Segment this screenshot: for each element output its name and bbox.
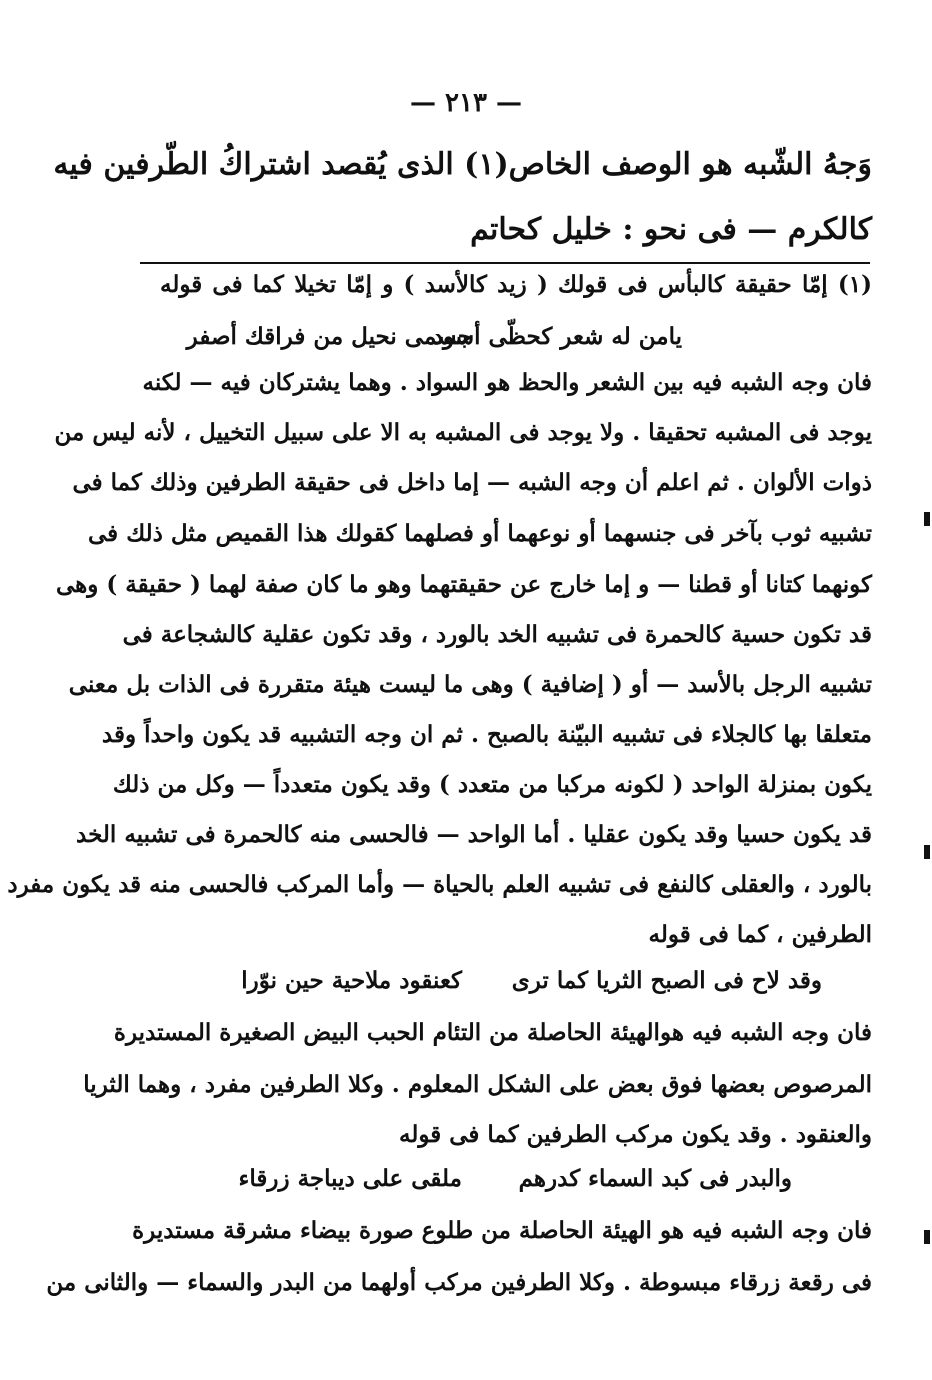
verse-2-first-hemistich: وقد لاح فى الصبح الثريا كما ترى: [511, 967, 822, 994]
footnote-line: تشبيه ثوب بآخر فى جنسهما أو نوعهما أو فصلهما كقولك هذا القميص مثل ذلك فى: [88, 520, 872, 547]
footnote-line: فان وجه الشبه فيه هو الهيئة الحاصلة من طلوع صورة بيضاء مشرقة مستديرة: [132, 1217, 872, 1244]
footnote-line: فان وجه الشبه فيه بين الشعر والحظ هو السواد . وهما يشتركان فيه — لكنه: [142, 369, 872, 396]
verse-1-first-hemistich: يامن له شعر كحظّى أسود: [432, 323, 682, 350]
main-text-line-1: وَجهُ الشّبه هو الوصف الخاص(١) الذى يُقصد اشتراكُ الطّرفين فيه: [53, 147, 872, 182]
scan-edge-mark: [924, 845, 930, 859]
page-number: — ٢١٣ —: [409, 88, 523, 118]
footnote-line: الطرفين ، كما فى قوله: [648, 921, 872, 948]
footnote-line: يوجد فى المشبه تحقيقا . ولا يوجد فى المشبه به الا على سبيل التخييل ، لأنه ليس من: [54, 419, 872, 446]
footnote-line: بالورد ، والعقلى كالنفع فى تشبيه العلم بالحياة — وأما المركب فالحسى منه قد يكون مفرد: [7, 871, 872, 898]
footnote-line: المرصوص بعضها فوق بعض على الشكل المعلوم . وكلا الطرفين مفرد ، وهما الثريا: [83, 1071, 872, 1098]
verse-3-second-hemistich: ملقى على ديباجة زرقاء: [238, 1165, 462, 1192]
verse-1-second-hemistich: جسمى نحيل من فراقك أصفر: [186, 323, 472, 350]
scan-edge-mark: [924, 512, 930, 526]
footnote-line: ذوات الألوان . ثم اعلم أن وجه الشبه — إما داخل فى حقيقة الطرفين وذلك كما فى: [72, 469, 872, 496]
footnote-line: قد تكون حسية كالحمرة فى تشبيه الخد بالورد ، وقد تكون عقلية كالشجاعة فى: [122, 621, 872, 648]
verse-2-second-hemistich: كعنقود ملاحية حين نوّرا: [241, 967, 462, 994]
footnote-opening: (١) إمّا حقيقة كالبأس فى قولك ( زيد كالأسد ) و إمّا تخيلا كما فى قوله: [160, 271, 872, 298]
footnote-line: كونهما كتانا أو قطنا — و إما خارج عن حقيقتهما وهو ما كان صفة لهما ( حقيقة ) وهى: [55, 571, 872, 598]
footnote-line: والعنقود . وقد يكون مركب الطرفين كما فى قوله: [399, 1121, 872, 1148]
verse-3-first-hemistich: والبدر فى كبد السماء كدرهم: [518, 1165, 792, 1192]
scan-edge-mark: [924, 1230, 930, 1244]
footnote-line: تشبيه الرجل بالأسد — أو ( إضافية ) وهى ما ليست هيئة متقررة فى الذات بل معنى: [68, 671, 872, 698]
footnote-line: فان وجه الشبه فيه هوالهيئة الحاصلة من التئام الحبب البيض الصغيرة المستديرة: [113, 1019, 872, 1046]
footnote-line: يكون بمنزلة الواحد ( لكونه مركبا من متعدد ) وقد يكون متعدداً — وكل من ذلك: [112, 771, 872, 798]
main-text-line-2: كالكرم — فى نحو : خليل كحاتم: [470, 212, 872, 247]
footnote-line: متعلقا بها كالجلاء فى تشبيه البيّنة بالصبح . ثم ان وجه التشبيه قد يكون واحداً وقد: [101, 721, 872, 748]
footnote-line: قد يكون حسيا وقد يكون عقليا . أما الواحد — فالحسى منه كالحمرة فى تشبيه الخد: [76, 821, 872, 848]
footnote-separator: [140, 262, 870, 264]
footnote-line: فى رقعة زرقاء مبسوطة . وكلا الطرفين مركب أولهما من البدر والسماء — والثانى من: [46, 1269, 872, 1296]
